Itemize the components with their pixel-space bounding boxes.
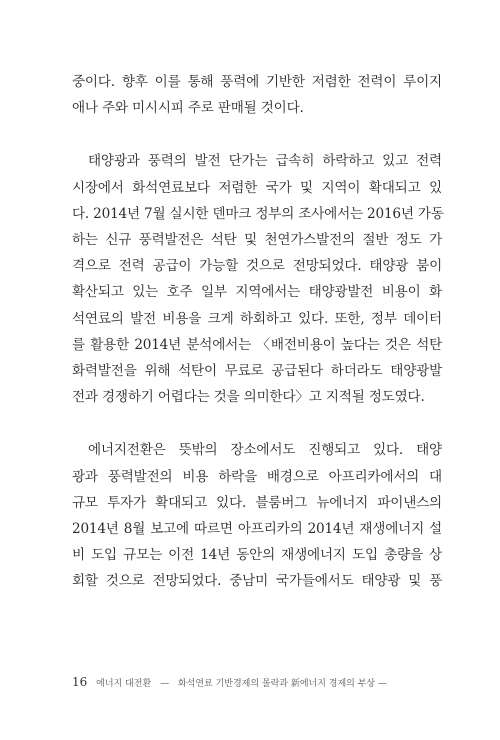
text-line: 비 도입 규모는 이전 14년 동안의 재생에너지 도입 총량을 상 [72,547,442,564]
text-line: 전과 경쟁하기 어렵다는 것을 의미한다〉고 지적될 정도였다. [72,389,425,406]
text-line: 를 활용한 2014년 분석에서는 〈배전비용이 높다는 것은 석탄 [72,336,442,353]
footer-separator: — [160,679,170,689]
text-line: 애나 주와 미시시피 주로 판매될 것이다. [72,100,304,117]
page-footer [72,675,452,691]
text-line: 규모 투자가 확대되고 있다. 블룸버그 뉴에너지 파이낸스의 [72,494,442,511]
text-line: 격으로 전력 공급이 가능할 것으로 전망되었다. 태양광 붐이 [72,258,442,275]
text-line: 다. 2014년 7월 실시한 덴마크 정부의 조사에서는 2016년 가동 [72,205,444,222]
text-line: 시장에서 화석연료보다 저렴한 국가 및 지역이 확대되고 있 [72,179,442,196]
text-line: 화력발전을 위해 석탄이 무료로 공급된다 하더라도 태양광발 [72,363,442,379]
text-line: 하는 신규 풍력발전은 석탄 및 천연가스발전의 절반 정도 가 [72,232,442,248]
text-line: 태양광과 풍력의 발전 단가는 급속히 하락하고 있고 전력 [88,153,442,170]
running-title: 에너지 대전환 [96,679,152,689]
text-line: 확산되고 있는 호주 일부 지역에서는 태양광발전 비용이 화 [72,284,442,301]
page-number: 16 [72,675,88,689]
running-subtitle: 화석연료 기반경제의 몰락과 新에너지 경제의 부상 — [177,679,387,689]
text-line: 중이다. 향후 이를 통해 풍력에 기반한 저렴한 전력이 루이지 [72,74,442,90]
text-line: 회할 것으로 전망되었다. 중남미 국가들에서도 태양광 및 풍 [72,573,442,590]
text-line: 석연료의 발전 비용을 크게 하회하고 있다. 또한, 정부 데이터 [72,310,442,327]
text-line: 2014년 8월 보고에 따르면 아프리카의 2014년 재생에너지 설 [72,521,442,537]
text-line: 광과 풍력발전의 비용 하락을 배경으로 아프리카에서의 대 [72,468,442,485]
text-line: 에너지전환은 뜻밖의 장소에서도 진행되고 있다. 태양 [88,442,442,459]
